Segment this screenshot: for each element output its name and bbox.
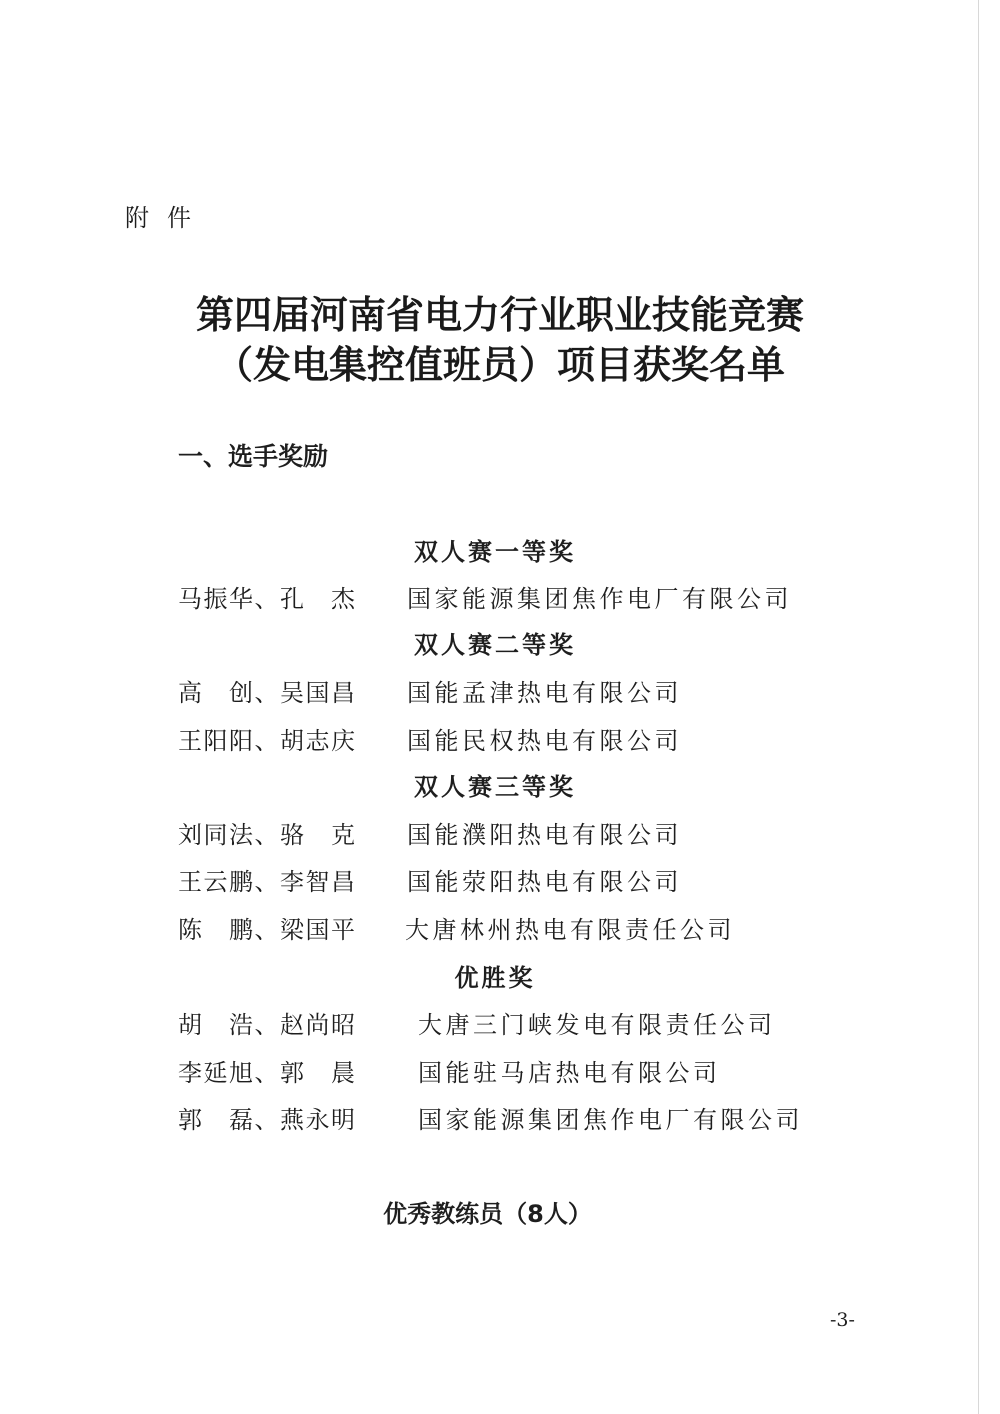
winner-organization: 国能孟津热电有限公司 [407,679,682,707]
document-title-line-1: 第四届河南省电力行业职业技能竞赛 [195,292,804,337]
winner-organization: 国能濮阳热电有限公司 [407,821,682,849]
winner-organization: 大唐三门峡发电有限责任公司 [418,1011,776,1039]
winner-names: 马振华、孔 杰 [178,585,357,613]
winner-organization: 国能民权热电有限公司 [407,727,682,755]
winner-names: 刘同法、骆 克 [178,821,357,849]
winner-organization: 国家能源集团焦作电厂有限公司 [418,1106,803,1134]
section-heading: 一、选手奖励 [178,442,329,471]
award-heading-first-prize: 双人赛一等奖 [414,538,576,566]
winner-organization: 国家能源集团焦作电厂有限公司 [407,585,792,613]
coach-heading: 优秀教练员（8人） [383,1200,592,1228]
winner-organization: 大唐林州热电有限责任公司 [405,916,735,944]
winner-names: 王云鹏、李智昌 [178,868,357,896]
winner-names: 高 创、吴国昌 [178,679,357,707]
winner-names: 郭 磊、燕永明 [178,1106,357,1134]
attachment-label: 附件 [125,204,209,232]
winner-organization: 国能驻马店热电有限公司 [418,1059,721,1087]
document-title-line-2: （发电集控值班员）项目获奖名单 [214,342,785,387]
winner-names: 王阳阳、胡志庆 [178,727,357,755]
winner-organization: 国能荥阳热电有限公司 [407,868,682,896]
winner-names: 胡 浩、赵尚昭 [178,1011,357,1039]
award-heading-third-prize: 双人赛三等奖 [414,773,576,801]
award-heading-second-prize: 双人赛二等奖 [414,631,576,659]
award-heading-excellence: 优胜奖 [454,964,536,992]
winner-names: 李延旭、郭 晨 [178,1059,357,1087]
page-number: -3- [830,1309,855,1331]
scan-edge-line [978,0,979,1414]
winner-names: 陈 鹏、梁国平 [178,916,357,944]
